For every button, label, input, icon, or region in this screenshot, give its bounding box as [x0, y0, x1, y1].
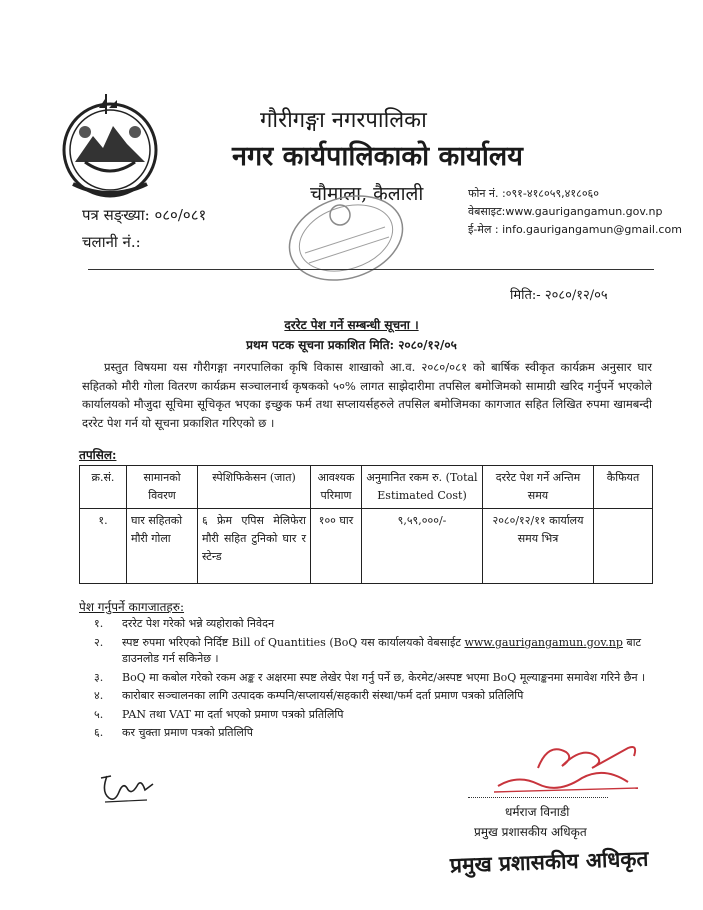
item-text: PAN तथा VAT मा दर्ता भएको प्रमाण पत्रको प्रतिलिपि	[122, 707, 344, 721]
item-text: कारोबार सञ्चालनका लागि उत्पादक कम्पनि/सप्लायर्स/सहकारी संस्था/फर्म दर्ता प्रमाण पत्रको प्रतिलिपि	[122, 689, 524, 702]
table-header-row	[80, 466, 653, 509]
item-number: १.	[94, 617, 104, 630]
cell-quantity: १०० घार	[311, 509, 362, 584]
contact-email: ई-मेल : info.gaurigangamun@gmail.com	[468, 223, 682, 236]
signer-name: धर्मराज विनाडी	[505, 805, 570, 819]
initials-signature-icon	[97, 770, 157, 806]
contact-website: वेबसाइट:www.gaurigangamun.gov.np	[468, 205, 663, 218]
office-title: नगर कार्यपालिकाको कार्यालय	[232, 141, 523, 172]
cell-spec: ६ फ्रेम एपिस मेलिफेरा मौरी सहित टुनिको घार र स्टेन्ड	[198, 509, 311, 584]
item-number: ६.	[94, 726, 104, 739]
col-item: सामानको विवरण	[127, 466, 198, 509]
item-number: ४.	[94, 689, 104, 702]
list-item	[94, 616, 654, 633]
col-spec: स्पेशिफिकेसन (जात)	[198, 466, 311, 509]
col-serial: क्र.सं.	[80, 466, 127, 509]
col-deadline: दररेट पेश गर्ने अन्तिम समय	[483, 466, 594, 509]
contact-phone: फोन नं. :०९१-४१८०५९,४१८०६०	[468, 187, 600, 200]
cell-deadline: २०८०/१२/११ कार्यालय समय भित्र	[483, 509, 594, 584]
list-item	[94, 635, 654, 668]
table-label: तपसिल:	[79, 448, 117, 462]
signature-line	[468, 797, 608, 798]
notice-body: प्रस्तुत विषयमा यस गौरीगङ्गा नगरपालिका कृषि विकास शाखाको आ.व. २०८०/०८१ को बार्षिक स्वीकृत कार्यक्रम अनुसार घार सहितको मौरी गोला वितरण कार्यक्रम सञ्चालनार्थ कृषकको ५०% लागत साझेदारीमा तपसिल बमोजिमको सामाग्री खरिद गर्नुपर्ने भएकोले कार्यालयको मौजुदा सूचिमा सूचिकृत भएका इच्छुक फर्म तथा सप्लायर्सहरुले तपसिल बमोजिमका कागजात सहित लिखित रुपमा खामबन्दी दररेट पेश गर्न यो सूचना प्रकाशित गरिएको छ ।	[82, 360, 652, 430]
website-link[interactable]: www.gaurigangamun.gov.np	[464, 635, 623, 649]
cell-serial: १.	[80, 509, 127, 584]
list-item	[94, 670, 654, 687]
item-text: दररेट पेश गरेको भन्ने व्यहोराको निवेदन	[122, 617, 275, 630]
item-number: ३.	[94, 670, 104, 684]
cell-remarks	[594, 509, 653, 584]
official-signature-icon	[478, 738, 648, 802]
cell-item: घार सहितको मौरी गोला	[127, 509, 198, 584]
item-number: २.	[94, 635, 104, 649]
signer-post: प्रमुख प्रशासकीय अधिकृत	[474, 825, 587, 839]
item-number: ५.	[94, 707, 104, 721]
item-text: कर चुक्ता प्रमाण पत्रको प्रतिलिपि	[122, 726, 253, 739]
goods-table	[79, 465, 653, 584]
dispatch-number: चलानी नं.:	[82, 233, 141, 251]
documents-list	[94, 616, 654, 744]
notice-date: मिति:- २०८०/१२/०५	[510, 288, 608, 303]
designation-seal: प्रमुख प्रशासकीय अधिकृत	[449, 846, 649, 878]
col-quantity: आवश्यक परिमाण	[311, 466, 362, 509]
list-item	[94, 707, 654, 724]
office-location: चौमाला, कैलाली	[310, 183, 424, 205]
header-divider	[88, 269, 654, 270]
documents-label: पेश गर्नुपर्ने कागजातहरु:	[79, 600, 185, 614]
notice-title: दररेट पेश गर्ने सम्बन्धी सूचना ।	[284, 318, 419, 332]
table-row	[80, 509, 653, 584]
office-name: गौरीगङ्गा नगरपालिका	[260, 108, 427, 133]
item-text: BoQ मा कबोल गरेको रकम अङ्क र अक्षरमा स्पष्ट लेखेर पेश गर्नु पर्ने छ, केरमेट/अस्पष्ट भएमा BoQ मूल्याङ्कनमा समावेश गरिने छैन ।	[122, 670, 646, 684]
cell-estimated-cost: ९,५९,०००/-	[362, 509, 483, 584]
col-remarks: कैफियत	[594, 466, 653, 509]
item-text-continued: बाट डाउनलोड गर्न सकिनेछ ।	[122, 635, 642, 665]
col-estimated-cost: अनुमानित रकम रु. (Total Estimated Cost)	[362, 466, 483, 509]
notice-subtitle: प्रथम पटक सूचना प्रकाशित मिति: २०८०/१२/०५	[246, 338, 457, 352]
reference-number: पत्र सङ्ख्या: ०८०/०८१	[82, 206, 207, 224]
list-item	[94, 688, 654, 705]
item-text-block	[122, 635, 654, 668]
government-emblem-icon	[55, 92, 165, 204]
item-text: स्पष्ट रुपमा भरिएको निर्दिष्ट Bill of Quantities (BoQ यस कार्यालयको वेबसाईट	[122, 635, 461, 649]
